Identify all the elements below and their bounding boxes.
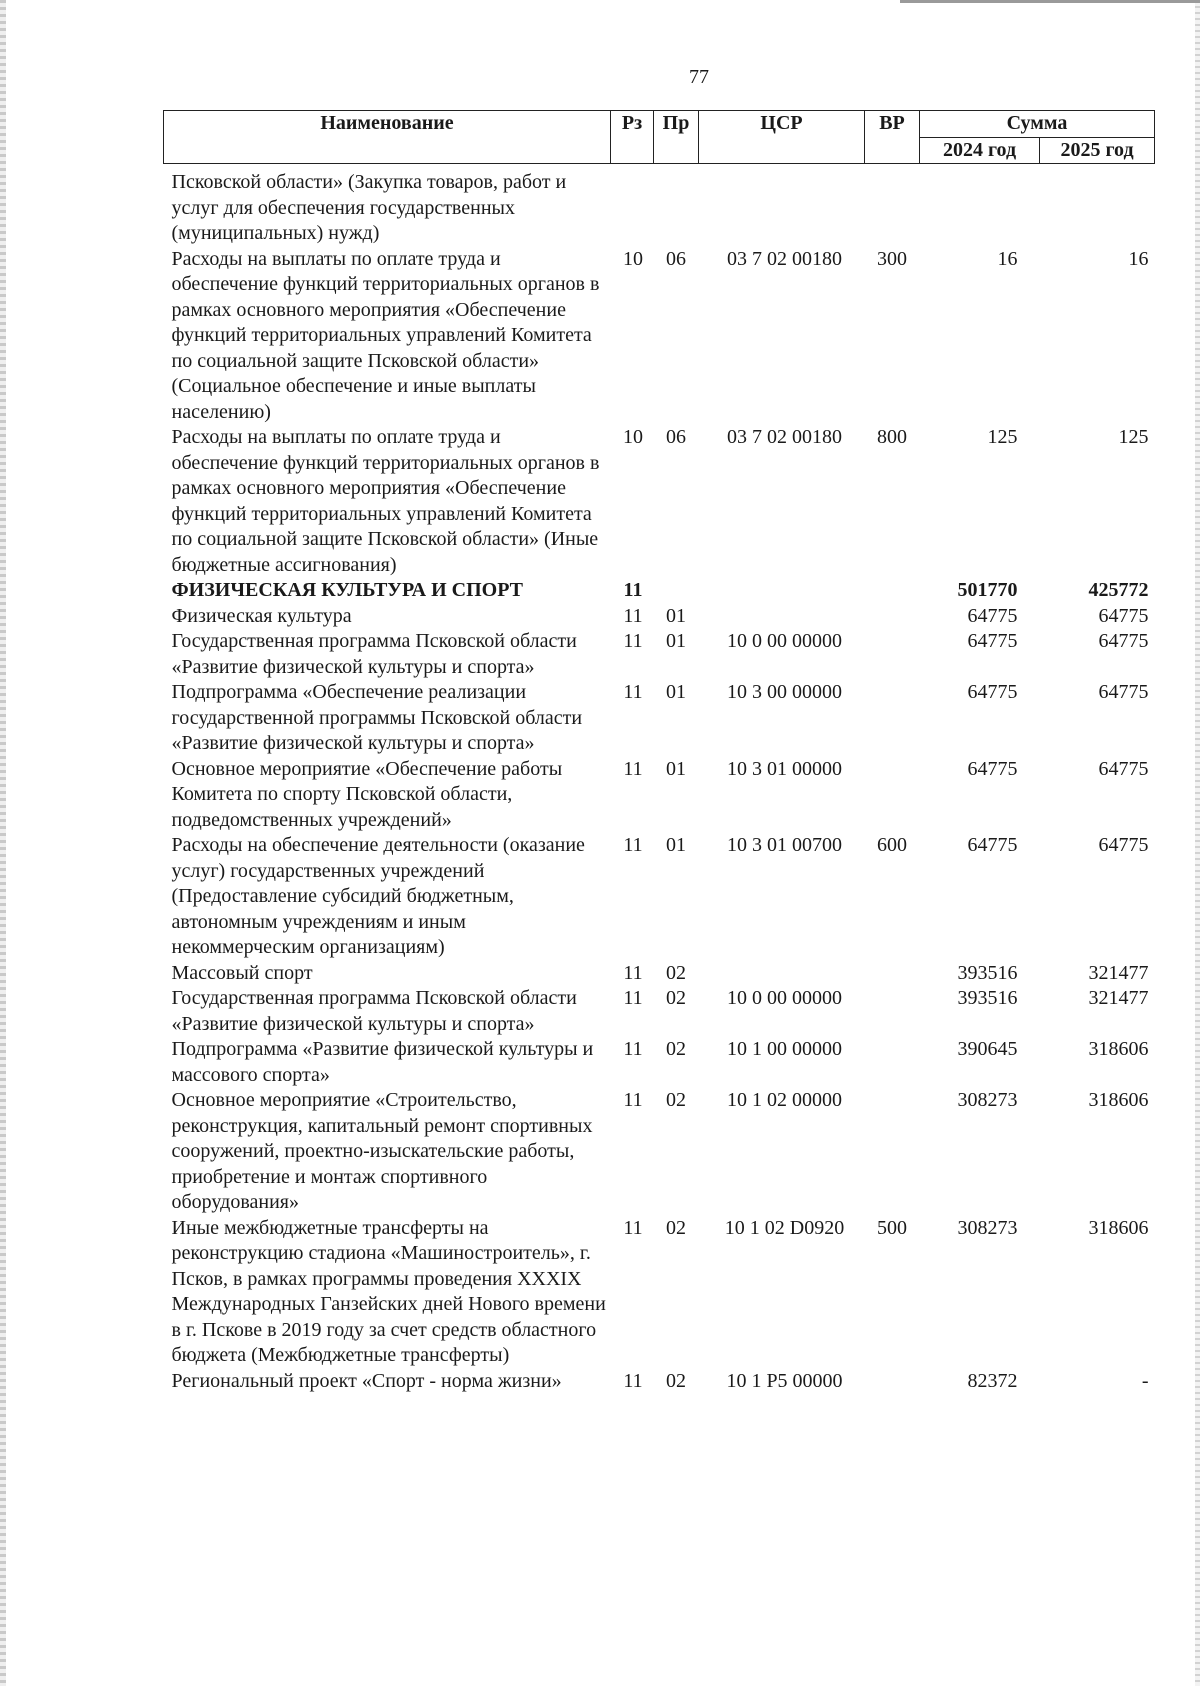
table-row bbox=[164, 986, 1155, 1037]
header-csr: ЦСР bbox=[699, 111, 865, 164]
cell-csr: 10 1 02 D0920 bbox=[724, 1216, 845, 1239]
cell-name: Государственная программа Псковской области «Развитие физической культуры и спорта» bbox=[171, 630, 577, 678]
header-pr: Пр bbox=[654, 111, 699, 164]
cell-name: Псковской области» (Закупка товаров, работ и услуг для обеспечения государственных (муниципальных) нужд) bbox=[171, 171, 567, 244]
header-sum: Сумма bbox=[920, 111, 1155, 138]
cell-sum-2024: 125 bbox=[987, 426, 1018, 448]
cell-vr bbox=[865, 1088, 920, 1216]
header-year-2024: 2024 год bbox=[920, 137, 1040, 164]
table-body bbox=[164, 164, 1155, 1395]
cell-rz: 11 bbox=[623, 579, 643, 601]
cell-rz: 10 bbox=[623, 247, 643, 270]
scan-edge-left bbox=[0, 0, 6, 1686]
header-vr: ВР bbox=[865, 111, 920, 164]
cell-sum-2024: 308273 bbox=[957, 1089, 1018, 1111]
header-year-2025: 2025 год bbox=[1040, 137, 1155, 164]
cell-name: Расходы на выплаты по оплате труда и обеспечение функций территориальных органов в рамках основного мероприятия «Обеспечение функций территориальных управлений Комитета по социальной защите Псковской области» (Социальное обеспечение и иные выплаты населению) bbox=[171, 247, 600, 423]
cell-sum-2024: 82372 bbox=[967, 1369, 1018, 1392]
cell-rz: 11 bbox=[623, 630, 643, 652]
cell-name: Государственная программа Псковской области «Развитие физической культуры и спорта» bbox=[171, 987, 577, 1035]
cell-pr: 02 bbox=[666, 1216, 686, 1239]
cell-rz: 11 bbox=[623, 1216, 643, 1239]
table-row bbox=[164, 425, 1155, 578]
cell-rz: 11 bbox=[623, 1038, 643, 1060]
cell-vr bbox=[865, 986, 920, 1037]
scan-edge-top bbox=[900, 0, 1200, 3]
cell-sum-2025: 321477 bbox=[1088, 987, 1149, 1009]
cell-name: Подпрограмма «Развитие физической культуры и массового спорта» bbox=[171, 1038, 594, 1086]
header-rz: Рз bbox=[611, 111, 654, 164]
cell-rz bbox=[611, 164, 654, 247]
cell-rz: 11 bbox=[623, 834, 643, 856]
cell-pr: 06 bbox=[666, 426, 686, 448]
cell-name: Расходы на выплаты по оплате труда и обеспечение функций территориальных органов в рамках основного мероприятия «Обеспечение функций территориальных управлений Комитета по социальной защите Псковской области» (Иные бюджетные ассигнования) bbox=[171, 426, 600, 576]
table-row bbox=[164, 629, 1155, 680]
cell-csr bbox=[699, 578, 865, 604]
table-row bbox=[164, 1088, 1155, 1216]
budget-table bbox=[163, 110, 1155, 1394]
cell-csr: 03 7 02 00180 bbox=[727, 426, 842, 448]
cell-vr bbox=[865, 1369, 920, 1395]
table-row bbox=[164, 1216, 1155, 1369]
table-row bbox=[164, 1369, 1155, 1395]
cell-pr: 02 bbox=[666, 1369, 686, 1392]
cell-vr: 500 bbox=[877, 1216, 907, 1239]
table-row bbox=[164, 680, 1155, 757]
cell-vr bbox=[865, 680, 920, 757]
cell-sum-2025: 318606 bbox=[1088, 1216, 1149, 1239]
cell-csr: 10 1 02 00000 bbox=[727, 1089, 842, 1111]
cell-rz: 11 bbox=[623, 961, 643, 984]
cell-vr bbox=[865, 164, 920, 247]
cell-pr: 01 bbox=[666, 834, 686, 856]
table-row bbox=[164, 961, 1155, 987]
cell-sum-2025: 318606 bbox=[1088, 1038, 1149, 1060]
cell-pr: 01 bbox=[666, 681, 686, 703]
cell-name: Массовый спорт bbox=[171, 961, 313, 984]
cell-sum-2024: 64775 bbox=[967, 630, 1018, 652]
cell-vr bbox=[865, 1037, 920, 1088]
cell-sum-2025: 64775 bbox=[1098, 604, 1149, 627]
cell-sum-2024: 393516 bbox=[957, 961, 1018, 984]
cell-name: Иные межбюджетные трансферты на реконструкцию стадиона «Машиностроитель», г. Псков, в рамках программы проведения XXXIX Международных Ганзейских дней Нового времени в г. Пскове в 2019 году за счет средств областного бюджета (Межбюджетные трансферты) bbox=[171, 1216, 606, 1366]
page-number bbox=[0, 66, 1200, 89]
cell-name: ФИЗИЧЕСКАЯ КУЛЬТУРА И СПОРТ bbox=[171, 579, 523, 601]
cell-sum-2025 bbox=[1040, 164, 1155, 247]
cell-pr bbox=[654, 578, 699, 604]
cell-sum-2024: 501770 bbox=[957, 579, 1018, 601]
cell-sum-2024: 64775 bbox=[967, 834, 1018, 856]
table-row bbox=[164, 604, 1155, 630]
cell-sum-2024: 390645 bbox=[957, 1038, 1018, 1060]
cell-rz: 10 bbox=[623, 426, 643, 448]
cell-rz: 11 bbox=[623, 1089, 643, 1111]
cell-csr: 10 0 00 00000 bbox=[727, 630, 842, 652]
cell-pr: 01 bbox=[666, 757, 686, 780]
cell-sum-2025: 125 bbox=[1118, 426, 1149, 448]
cell-sum-2025: 425772 bbox=[1088, 579, 1149, 601]
cell-rz: 11 bbox=[623, 681, 643, 703]
table-row bbox=[164, 833, 1155, 961]
cell-sum-2025: 318606 bbox=[1088, 1089, 1149, 1111]
table-row bbox=[164, 1037, 1155, 1088]
cell-sum-2025: 64775 bbox=[1098, 757, 1149, 780]
cell-vr: 800 bbox=[877, 426, 907, 448]
cell-vr: 300 bbox=[877, 247, 907, 270]
cell-csr: 10 3 01 00000 bbox=[727, 757, 842, 780]
table-row bbox=[164, 757, 1155, 834]
cell-sum-2024: 64775 bbox=[967, 681, 1018, 703]
cell-name: Региональный проект «Спорт - норма жизни» bbox=[171, 1369, 562, 1392]
cell-csr: 10 3 01 00700 bbox=[727, 834, 842, 856]
cell-name: Основное мероприятие «Обеспечение работы Комитета по спорту Псковской области, подведомственных учреждений» bbox=[171, 757, 563, 831]
cell-sum-2024: 64775 bbox=[967, 604, 1018, 627]
cell-csr bbox=[699, 164, 865, 247]
cell-name: Подпрограмма «Обеспечение реализации государственной программы Псковской области «Развитие физической культуры и спорта» bbox=[171, 681, 583, 754]
cell-csr: 10 3 00 00000 bbox=[727, 681, 842, 703]
cell-sum-2025: 321477 bbox=[1088, 961, 1149, 984]
cell-sum-2024 bbox=[920, 164, 1040, 247]
page-number-text: 77 bbox=[689, 66, 709, 88]
cell-csr bbox=[699, 604, 865, 630]
cell-pr: 06 bbox=[666, 247, 686, 270]
cell-rz: 11 bbox=[623, 604, 643, 627]
cell-pr: 02 bbox=[666, 1038, 686, 1060]
cell-pr: 01 bbox=[666, 630, 686, 652]
cell-name: Расходы на обеспечение деятельности (оказание услуг) государственных учреждений (Предоставление субсидий бюджетным, автономным учреждениям и иным некоммерческим организациям) bbox=[171, 834, 585, 958]
cell-vr bbox=[865, 961, 920, 987]
cell-rz: 11 bbox=[623, 1369, 643, 1392]
cell-vr bbox=[865, 757, 920, 834]
header-name: Наименование bbox=[164, 111, 611, 164]
cell-sum-2025: 64775 bbox=[1098, 681, 1149, 703]
cell-name: Физическая культура bbox=[171, 604, 352, 627]
cell-csr: 10 0 00 00000 bbox=[727, 987, 842, 1009]
cell-sum-2025: 64775 bbox=[1098, 834, 1149, 856]
table-header bbox=[164, 111, 1155, 164]
cell-vr bbox=[865, 604, 920, 630]
cell-sum-2025: - bbox=[1141, 1369, 1149, 1392]
cell-csr: 03 7 02 00180 bbox=[727, 247, 842, 270]
cell-pr: 01 bbox=[666, 604, 686, 627]
cell-rz: 11 bbox=[623, 757, 643, 780]
cell-rz: 11 bbox=[623, 987, 643, 1009]
cell-sum-2024: 16 bbox=[997, 247, 1018, 270]
cell-sum-2024: 64775 bbox=[967, 757, 1018, 780]
cell-csr: 10 1 00 00000 bbox=[727, 1038, 842, 1060]
cell-name: Основное мероприятие «Строительство, реконструкция, капитальный ремонт спортивных сооружений, проектно-изыскательские работы, приобретение и монтаж спортивного оборудования» bbox=[171, 1089, 593, 1213]
cell-vr bbox=[865, 578, 920, 604]
cell-pr: 02 bbox=[666, 987, 686, 1009]
cell-sum-2025: 64775 bbox=[1098, 630, 1149, 652]
cell-vr: 600 bbox=[877, 834, 907, 856]
cell-csr bbox=[699, 961, 865, 987]
table-row bbox=[164, 247, 1155, 426]
cell-pr: 02 bbox=[666, 1089, 686, 1111]
table-row bbox=[164, 164, 1155, 247]
cell-csr: 10 1 P5 00000 bbox=[726, 1369, 843, 1392]
cell-vr bbox=[865, 629, 920, 680]
cell-sum-2024: 308273 bbox=[957, 1216, 1018, 1239]
cell-sum-2024: 393516 bbox=[957, 987, 1018, 1009]
cell-pr bbox=[654, 164, 699, 247]
cell-sum-2025: 16 bbox=[1128, 247, 1149, 270]
cell-pr: 02 bbox=[666, 961, 686, 984]
scan-edge-right bbox=[1195, 0, 1200, 1686]
table-row bbox=[164, 578, 1155, 604]
